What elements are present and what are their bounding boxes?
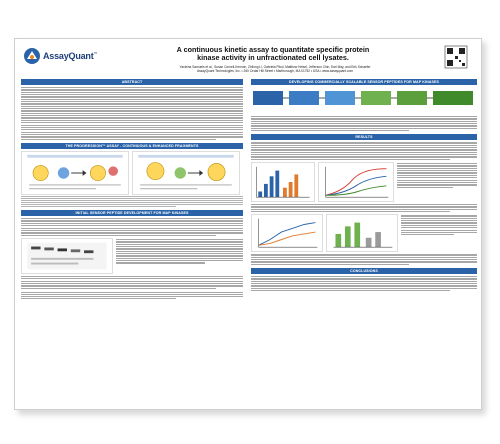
- poster-authors: Yardena Samuels et al., Susan Cornell-Kennon, Zhilong Li, Gabriela Pikul, Matthew Helsel, Jefferson Chin, Earl May, and Erik Schaefer AssayQuant Technologies, Inc. • 260 Cedar Hill Street • Marlborough, MA 01752 • USA • www.assayquant.com: [179, 65, 371, 73]
- poster-header: [15, 39, 482, 75]
- progression-caption: [21, 196, 243, 207]
- references: [21, 292, 243, 299]
- initial-development-text: [21, 218, 243, 236]
- research-poster: [14, 38, 482, 410]
- right-column: [251, 79, 477, 292]
- workflow-diagram: [251, 87, 477, 109]
- results-figures-row-2: [251, 214, 477, 252]
- conclusions-text: [251, 276, 477, 291]
- design-header: DEVELOPING COMMERCIALLY SCALABLE SENSOR PEPTIDES FOR MAP KINASES: [251, 79, 477, 85]
- results-text-3: [251, 254, 477, 265]
- conclusions-header: CONCLUSIONS: [251, 268, 477, 274]
- initial-development-text-2: [21, 276, 243, 289]
- results-caption-2: [401, 214, 477, 252]
- logo-mark-icon: [23, 47, 41, 65]
- qr-code-icon: [443, 45, 473, 69]
- initial-development-figures: [21, 238, 243, 274]
- assayquant-logo: [23, 47, 98, 69]
- results-header: RESULTS: [251, 134, 477, 140]
- left-column: [21, 79, 243, 300]
- results-bar-figure: [251, 162, 315, 202]
- initial-figure-caption: [116, 238, 243, 274]
- abstract-text: [21, 87, 243, 140]
- design-text: [251, 116, 477, 131]
- results-caption-1: [397, 162, 477, 202]
- progression-schematic-b: [132, 151, 240, 195]
- progression-header: THE PROGRESSION™ ASSAY - CONTINUOUS & ENHANCED FRAGMENTS: [21, 143, 243, 149]
- progression-figures: [21, 151, 243, 195]
- logo-text: AssayQuant™: [43, 51, 98, 61]
- progression-schematic-a: [21, 151, 129, 195]
- results-text: [251, 142, 477, 160]
- poster-title: A continuous kinetic assay to quantitate specific protein kinase activity in unfractionated cell lysates.: [176, 45, 370, 63]
- abstract-header: ABSTRACT: [21, 79, 243, 85]
- results-figure-c: [251, 214, 323, 252]
- results-kinetic-curve: [318, 162, 394, 202]
- results-text-2: [251, 204, 477, 212]
- initial-gel-figure: [21, 238, 113, 274]
- initial-development-header: INITIAL SENSOR PEPTIDE DEVELOPMENT FOR MAP KINASES: [21, 210, 243, 216]
- results-figure-d: [326, 214, 398, 252]
- results-figures-row-1: [251, 162, 477, 202]
